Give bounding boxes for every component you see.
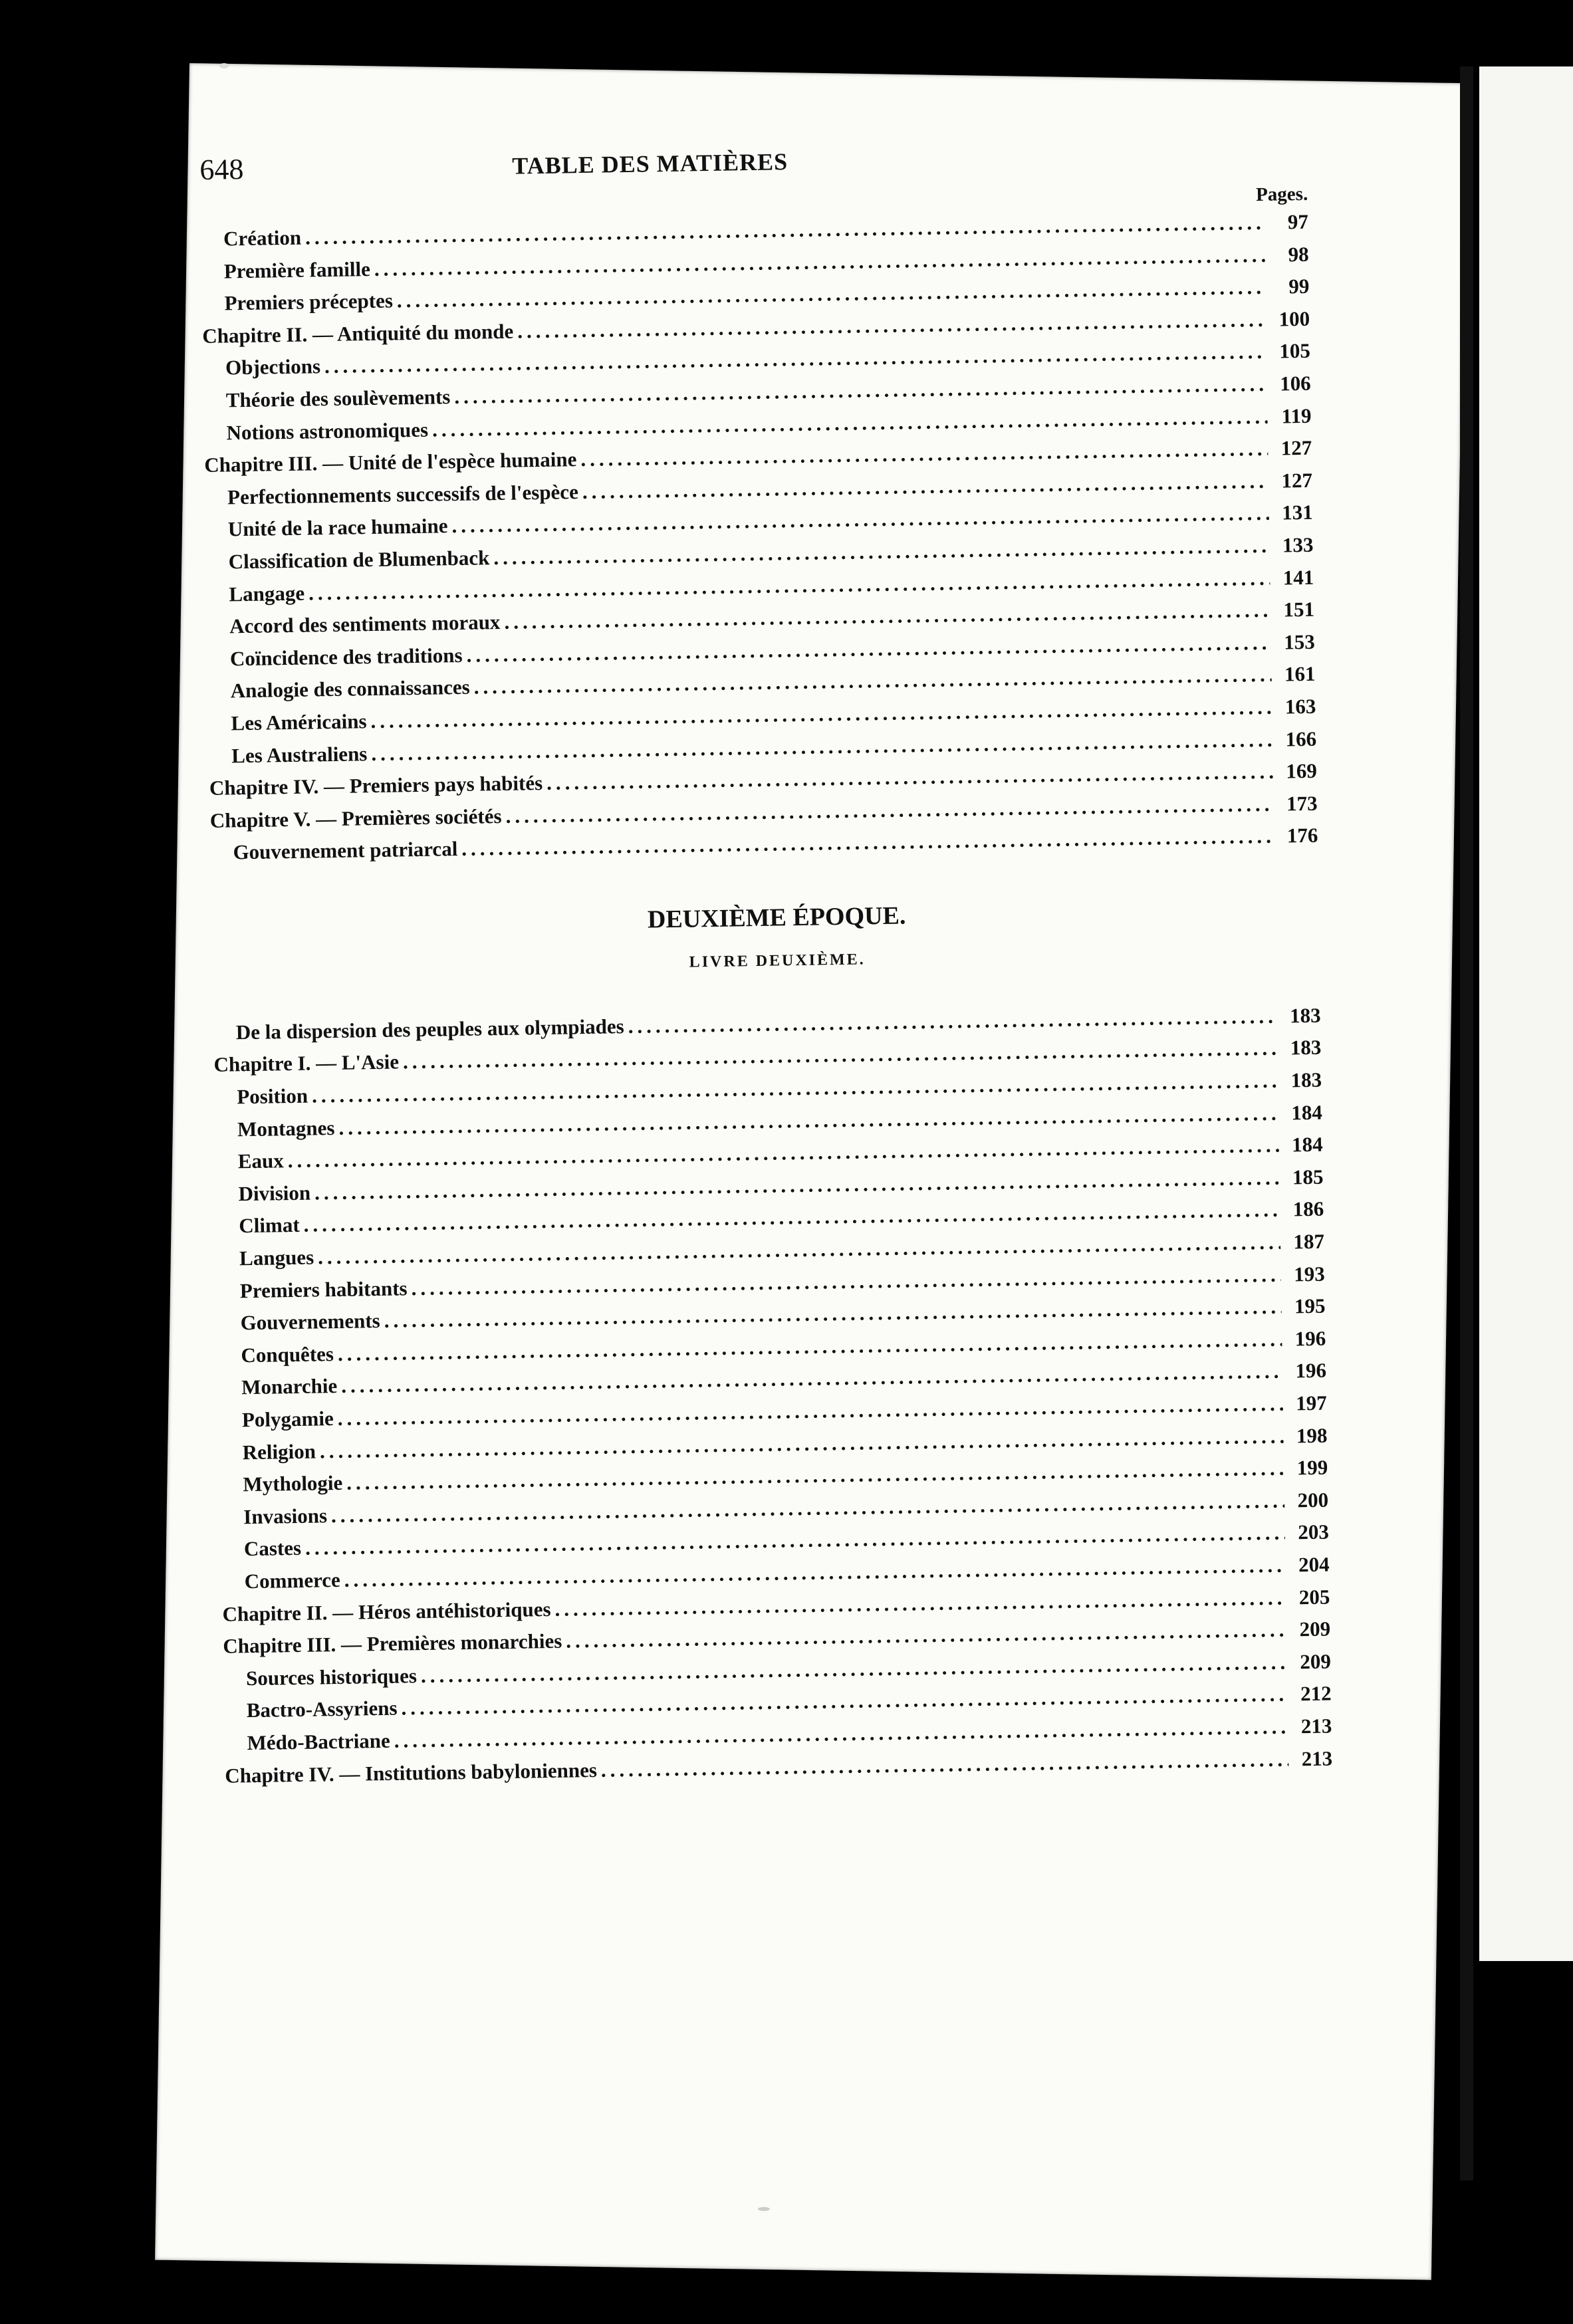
toc-page-number: 161 bbox=[1284, 662, 1316, 686]
toc-entry-title: Chapitre II. — Antiquité du monde bbox=[202, 319, 514, 348]
toc-entry-title: Position bbox=[237, 1084, 308, 1109]
epoch-heading: DEUXIÈME ÉPOQUE. bbox=[647, 901, 906, 934]
toc-entry-title: Chapitre I. — L'Asie bbox=[213, 1050, 400, 1077]
toc-entry-title: Conquêtes bbox=[241, 1341, 334, 1367]
pages-column-label: Pages. bbox=[1255, 183, 1308, 206]
toc-entry-title: Religion bbox=[242, 1439, 316, 1464]
toc-entry-title: Mythologie bbox=[243, 1471, 343, 1496]
toc-entry-title: Premiers habitants bbox=[239, 1276, 408, 1302]
toc-page-number: 100 bbox=[1278, 306, 1310, 331]
toc-entry-title: Théorie des soulèvements bbox=[225, 385, 451, 412]
toc-page-number: 197 bbox=[1295, 1391, 1328, 1415]
toc-entry-title: Montagnes bbox=[237, 1115, 335, 1141]
toc-page-number: 127 bbox=[1281, 468, 1313, 493]
toc-page-number: 98 bbox=[1288, 242, 1309, 266]
toc-page-number: 97 bbox=[1287, 209, 1309, 234]
toc-page-number: 209 bbox=[1299, 1617, 1331, 1641]
toc-entry-title: Climat bbox=[239, 1213, 300, 1238]
toc-page-number: 186 bbox=[1292, 1197, 1324, 1221]
toc-entry-title: Coïncidence des traditions bbox=[229, 643, 463, 671]
toc-entry-title: Chapitre IV. — Premiers pays habités bbox=[209, 771, 543, 800]
toc-entry-title: Classification de Blumenback bbox=[228, 546, 490, 574]
toc-page-number: 151 bbox=[1283, 597, 1315, 622]
toc-entry-title: Polygamie bbox=[241, 1407, 334, 1432]
toc-page-number: 204 bbox=[1298, 1552, 1330, 1577]
toc-page-number: 105 bbox=[1279, 339, 1311, 363]
toc-page-number: 106 bbox=[1279, 371, 1311, 396]
book-heading: LIVRE DEUXIÈME. bbox=[689, 951, 866, 971]
toc-page-number: 196 bbox=[1294, 1326, 1326, 1351]
toc-page-number: 196 bbox=[1295, 1359, 1327, 1383]
toc-entry-title: Notions astronomiques bbox=[226, 417, 429, 444]
toc-entry-title: Chapitre IV. — Institutions babyloniennes bbox=[225, 1758, 598, 1788]
toc-entry-title: De la dispersion des peuples aux olympiades bbox=[235, 1014, 624, 1044]
toc-entry-title: Accord des sentiments moraux bbox=[229, 610, 501, 638]
toc-page-number: 184 bbox=[1291, 1100, 1323, 1125]
running-title: TABLE DES MATIÈRES bbox=[512, 148, 788, 179]
toc-page-number: 213 bbox=[1300, 1714, 1332, 1738]
toc-page-number: 119 bbox=[1281, 404, 1312, 428]
toc-entry-title: Invasions bbox=[243, 1504, 328, 1528]
toc-entry-title: Médo-Bactriane bbox=[247, 1728, 391, 1755]
toc-section-second-epoch bbox=[213, 1003, 1356, 1796]
toc-entry-title: Première famille bbox=[223, 257, 371, 283]
toc-section-first-epoch bbox=[201, 209, 1341, 873]
toc-page-number: 169 bbox=[1286, 758, 1318, 783]
facing-page-edge bbox=[1479, 66, 1573, 1961]
toc-entry-title: Création bbox=[223, 225, 302, 251]
toc-entry-title: Perfectionnements successifs de l'espèce bbox=[227, 479, 579, 509]
toc-page-number: 183 bbox=[1290, 1036, 1322, 1060]
toc-entry-title: Commerce bbox=[244, 1568, 341, 1593]
toc-page-number: 99 bbox=[1288, 274, 1310, 298]
toc-page-number: 213 bbox=[1301, 1746, 1333, 1770]
toc-page-number: 133 bbox=[1282, 532, 1314, 557]
toc-entry-title: Eaux bbox=[237, 1149, 285, 1173]
toc-page-number: 187 bbox=[1293, 1229, 1325, 1254]
toc-page-number: 183 bbox=[1289, 1003, 1321, 1028]
toc-entry-title: Sources historiques bbox=[245, 1663, 418, 1690]
toc-page-number: 205 bbox=[1298, 1585, 1330, 1609]
toc-entry-title: Chapitre III. — Premières monarchies bbox=[223, 1629, 562, 1658]
page-gutter-shadow bbox=[1460, 66, 1473, 2180]
toc-page-number: 153 bbox=[1283, 630, 1316, 654]
toc-page-number: 141 bbox=[1282, 565, 1314, 590]
toc-page-number: 200 bbox=[1297, 1488, 1329, 1512]
toc-page-number: 166 bbox=[1285, 727, 1317, 751]
paper-speck bbox=[758, 2207, 770, 2211]
toc-entry-title: Gouvernements bbox=[240, 1309, 380, 1335]
toc-page-number: 185 bbox=[1292, 1165, 1324, 1189]
toc-entry-title: Analogie des connaissances bbox=[230, 675, 470, 703]
toc-entry-title: Langues bbox=[239, 1245, 314, 1270]
toc-page-number: 195 bbox=[1294, 1294, 1326, 1318]
toc-entry-title: Castes bbox=[243, 1536, 302, 1561]
toc-page-number: 209 bbox=[1300, 1649, 1332, 1674]
toc-page-number: 183 bbox=[1290, 1068, 1322, 1092]
toc-entry-title: Objections bbox=[225, 354, 321, 380]
toc-entry-title: Chapitre III. — Unité de l'espèce humaine bbox=[204, 447, 577, 477]
toc-page-number: 193 bbox=[1293, 1262, 1325, 1286]
toc-page-number: 203 bbox=[1298, 1520, 1330, 1544]
toc-page-number: 176 bbox=[1286, 823, 1318, 848]
toc-entry-title: Les Américains bbox=[231, 709, 367, 735]
toc-entry-title: Les Australiens bbox=[231, 741, 368, 767]
toc-page-number: 163 bbox=[1284, 694, 1316, 719]
toc-page-number: 212 bbox=[1300, 1681, 1332, 1706]
paper-speck bbox=[219, 63, 229, 68]
toc-entry-title: Premiers préceptes bbox=[224, 289, 394, 315]
toc-entry-title: Gouvernement patriarcal bbox=[233, 837, 458, 864]
toc-entry-title: Unité de la race humaine bbox=[227, 514, 448, 541]
toc-page-number: 173 bbox=[1286, 791, 1318, 816]
toc-page-number: 184 bbox=[1291, 1132, 1323, 1157]
page-number: 648 bbox=[199, 152, 244, 186]
toc-entry-title: Bactro-Assyriens bbox=[246, 1696, 398, 1722]
toc-content bbox=[199, 135, 1356, 1796]
toc-page-number: 199 bbox=[1296, 1455, 1328, 1480]
toc-page-number: 127 bbox=[1280, 435, 1312, 460]
toc-page-number: 131 bbox=[1281, 501, 1313, 524]
toc-entry-title: Chapitre II. — Héros antéhistoriques bbox=[222, 1597, 551, 1626]
toc-page-number: 198 bbox=[1296, 1423, 1328, 1447]
toc-entry-title: Monarchie bbox=[241, 1374, 338, 1399]
toc-entry-title: Chapitre V. — Premières sociétés bbox=[209, 804, 502, 832]
toc-entry-title: Division bbox=[238, 1181, 311, 1206]
toc-entry-title: Langage bbox=[229, 581, 305, 606]
